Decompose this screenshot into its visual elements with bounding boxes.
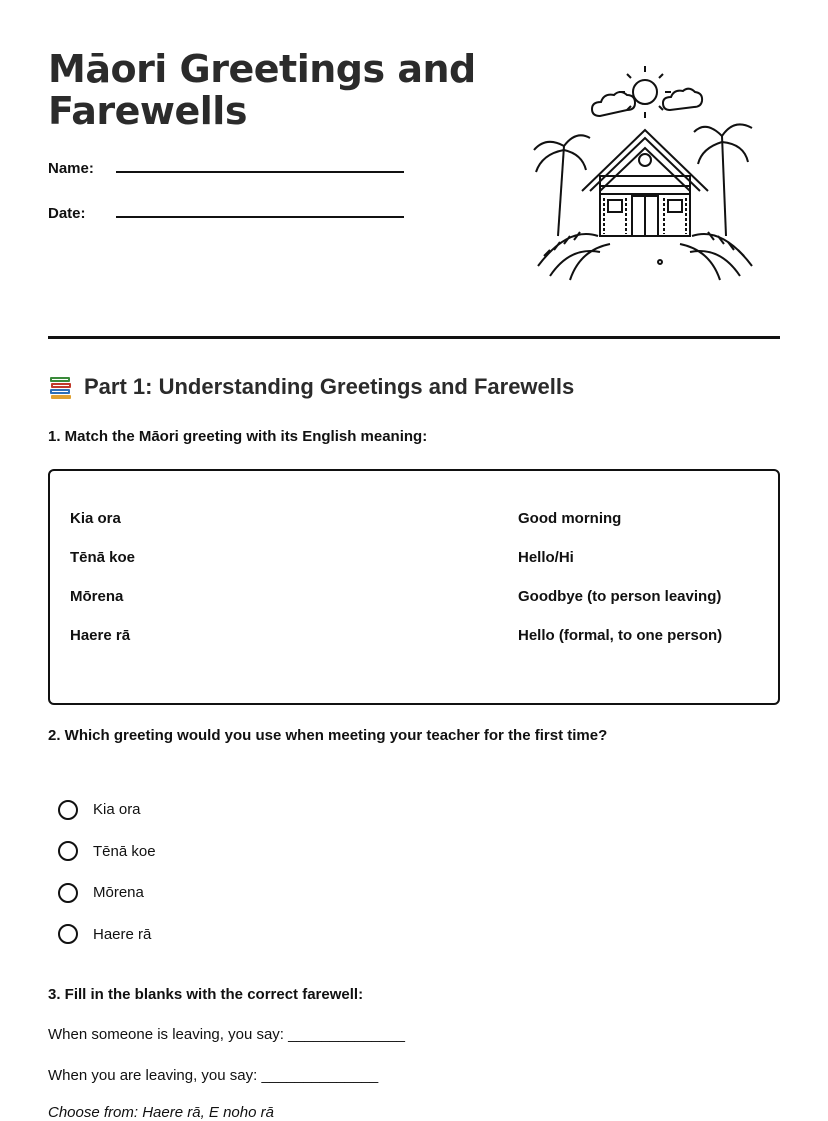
page-title-line-1: Māori Greetings and <box>48 47 476 91</box>
english-meaning-item[interactable]: Good morning <box>518 510 622 527</box>
name-input-line[interactable] <box>116 171 404 173</box>
fill-blank-someone-leaving[interactable]: When someone is leaving, you say: ______________ <box>48 1026 405 1043</box>
question-3-text: 3. Fill in the blanks with the correct farewell: <box>48 986 364 1003</box>
date-field <box>48 205 86 222</box>
radio-button[interactable] <box>58 800 78 820</box>
part-1-title: Part 1: Understanding Greetings and Farewells <box>84 374 575 399</box>
radio-button[interactable] <box>58 841 78 861</box>
date-input-line[interactable] <box>116 216 404 218</box>
wharenui-illustration <box>530 66 760 286</box>
maori-greeting-item[interactable]: Kia ora <box>70 510 121 527</box>
fill-blank-you-leaving[interactable]: When you are leaving, you say: ______________ <box>48 1067 379 1084</box>
option-label: Kia ora <box>93 801 141 819</box>
section-divider <box>48 336 780 339</box>
page-title <box>48 48 476 132</box>
books-icon <box>48 374 74 400</box>
english-meaning-item[interactable]: Goodbye (to person leaving) <box>518 588 722 605</box>
english-meaning-item[interactable]: Hello (formal, to one person) <box>518 627 723 644</box>
matching-box <box>48 469 780 705</box>
maori-greeting-item[interactable]: Mōrena <box>70 588 124 605</box>
english-meaning-item[interactable]: Hello/Hi <box>518 549 574 566</box>
question-2-options <box>58 789 156 955</box>
option-label: Haere rā <box>93 925 152 943</box>
option-tena-koe[interactable] <box>58 831 156 873</box>
maori-greeting-item[interactable]: Tēnā koe <box>70 549 136 566</box>
part-1-heading <box>48 374 574 400</box>
page-title-line-2: Farewells <box>48 89 247 133</box>
radio-button[interactable] <box>58 924 78 944</box>
english-meanings-column <box>518 509 722 665</box>
question-2-text: 2. Which greeting would you use when meeting your teacher for the first time? <box>48 727 608 744</box>
question-1-text: 1. Match the Māori greeting with its English meaning: <box>48 428 428 445</box>
option-kia-ora[interactable] <box>58 789 156 831</box>
maori-greeting-item[interactable]: Haere rā <box>70 627 131 644</box>
name-field <box>48 160 94 177</box>
radio-button[interactable] <box>58 883 78 903</box>
option-haere-ra[interactable] <box>58 914 156 956</box>
maori-greetings-column <box>70 509 135 665</box>
date-label: Date: <box>48 205 86 222</box>
choose-from-hint: Choose from: Haere rā, E noho rā <box>48 1104 274 1121</box>
option-morena[interactable] <box>58 872 156 914</box>
option-label: Mōrena <box>93 884 144 902</box>
option-label: Tēnā koe <box>93 842 156 860</box>
name-label: Name: <box>48 160 94 177</box>
